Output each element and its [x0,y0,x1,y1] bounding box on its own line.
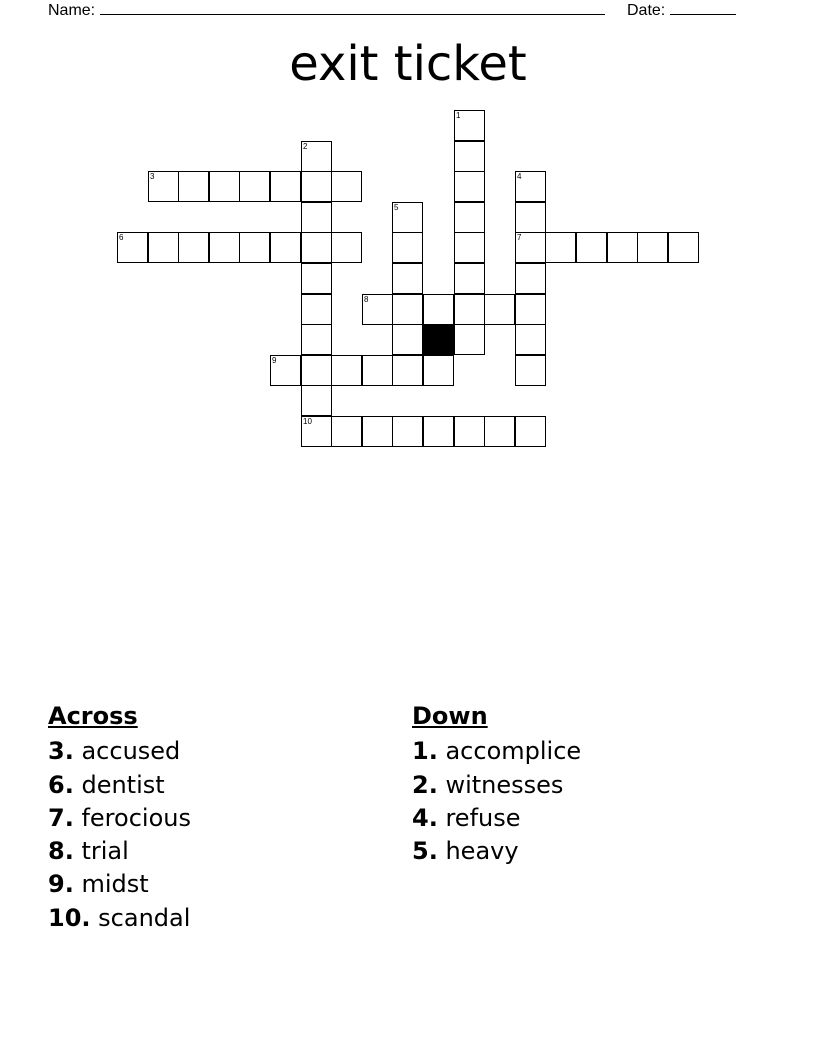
crossword-cell[interactable] [301,171,332,202]
crossword-cell[interactable] [423,355,454,386]
crossword-cell[interactable] [209,232,240,263]
across-clues [48,700,191,935]
clue-number: 7. [48,803,74,832]
clue-number: 2. [412,770,438,799]
crossword-cell[interactable] [392,232,423,263]
clue-text: dentist [81,770,165,799]
crossword-cell[interactable] [331,171,362,202]
name-label: Name: [48,2,96,19]
crossword-cell[interactable] [454,110,485,141]
clue-number: 6. [48,770,74,799]
crossword-cell[interactable] [545,232,576,263]
crossword-cell[interactable] [301,202,332,233]
crossword-cell[interactable] [301,294,332,325]
crossword-cell[interactable] [515,263,546,294]
crossword-cell[interactable] [392,263,423,294]
clue-across-6 [48,769,191,802]
page-title: exit ticket [289,36,527,92]
crossword-cell[interactable] [148,171,179,202]
crossword-cell[interactable] [454,232,485,263]
clue-number: 4. [412,803,438,832]
crossword-cell[interactable] [331,355,362,386]
down-heading: Down [412,702,488,730]
crossword-cell[interactable] [301,385,332,416]
clue-across-7 [48,802,191,835]
crossword-cell[interactable] [668,232,699,263]
crossword-cell[interactable] [607,232,638,263]
crossword-cell[interactable] [392,416,423,447]
cell-clue-number: 6 [119,233,124,242]
crossword-cell[interactable] [484,416,515,447]
crossword-cell[interactable] [301,263,332,294]
crossword-cell[interactable] [454,294,485,325]
crossword-cell[interactable] [515,202,546,233]
cell-clue-number: 2 [303,142,308,151]
crossword-cell[interactable] [178,232,209,263]
crossword-cell[interactable] [454,263,485,294]
crossword-cell[interactable] [117,232,148,263]
clue-number: 5. [412,837,438,866]
clue-number: 10. [48,903,91,932]
clue-text: heavy [445,837,519,866]
clue-down-2 [412,769,581,802]
crossword-cell[interactable] [515,171,546,202]
crossword-cell[interactable] [515,324,546,355]
crossword-cell[interactable] [362,355,393,386]
down-clues [412,700,581,868]
clue-down-1 [412,735,581,768]
crossword-cell[interactable] [301,416,332,447]
crossword-cell[interactable] [392,324,423,355]
cell-clue-number: 5 [394,203,399,212]
cell-clue-number: 10 [303,417,312,426]
crossword-cell[interactable] [148,232,179,263]
crossword-cell[interactable] [454,171,485,202]
crossword-cell[interactable] [239,232,270,263]
crossword-cell[interactable] [392,355,423,386]
cell-clue-number: 1 [456,111,461,120]
clue-number: 8. [48,837,74,866]
crossword-cell[interactable] [362,416,393,447]
crossword-cell[interactable] [392,294,423,325]
crossword-cell[interactable] [301,324,332,355]
crossword-cell[interactable] [270,171,301,202]
cell-clue-number: 4 [517,172,522,181]
clue-text: midst [81,870,149,899]
clue-across-9 [48,868,191,901]
clue-text: accused [81,737,181,766]
crossword-cell[interactable] [301,141,332,172]
crossword-cell[interactable] [576,232,607,263]
crossword-cell[interactable] [270,355,301,386]
clue-text: refuse [445,803,521,832]
crossword-cell[interactable] [209,171,240,202]
clue-number: 3. [48,737,74,766]
crossword-cell[interactable] [331,232,362,263]
crossword-cell[interactable] [362,294,393,325]
crossword-cell[interactable] [331,416,362,447]
crossword-cell[interactable] [270,232,301,263]
clue-text: witnesses [445,770,564,799]
crossword-cell[interactable] [454,324,485,355]
clue-text: trial [81,837,129,866]
clue-across-3 [48,735,191,768]
clue-number: 1. [412,737,438,766]
cell-clue-number: 9 [272,356,277,365]
crossword-cell[interactable] [637,232,668,263]
cell-clue-number: 7 [517,233,522,242]
crossword-cell[interactable] [484,294,515,325]
cell-clue-number: 3 [150,172,155,181]
crossword-cell[interactable] [454,416,485,447]
across-heading: Across [48,702,138,730]
crossword-cell[interactable] [301,232,332,263]
clue-across-8 [48,835,191,868]
crossword-cell[interactable] [423,294,454,325]
clue-number: 9. [48,870,74,899]
clue-down-4 [412,802,581,835]
clue-text: ferocious [81,803,191,832]
crossword-cell[interactable] [454,141,485,172]
date-label: Date: [627,2,666,19]
cell-clue-number: 8 [364,295,369,304]
crossword-cell[interactable] [301,355,332,386]
crossword-grid [0,0,816,460]
crossword-cell[interactable] [515,355,546,386]
clue-text: accomplice [445,737,582,766]
crossword-block-cell [423,324,454,355]
crossword-cell[interactable] [239,171,270,202]
clue-down-5 [412,835,581,868]
crossword-cell[interactable] [515,416,546,447]
crossword-cell[interactable] [515,232,546,263]
crossword-cell[interactable] [392,202,423,233]
clue-text: scandal [98,903,191,932]
clue-across-10 [48,902,191,935]
crossword-cell[interactable] [454,202,485,233]
crossword-cell[interactable] [515,294,546,325]
crossword-cell[interactable] [178,171,209,202]
crossword-cell[interactable] [423,416,454,447]
